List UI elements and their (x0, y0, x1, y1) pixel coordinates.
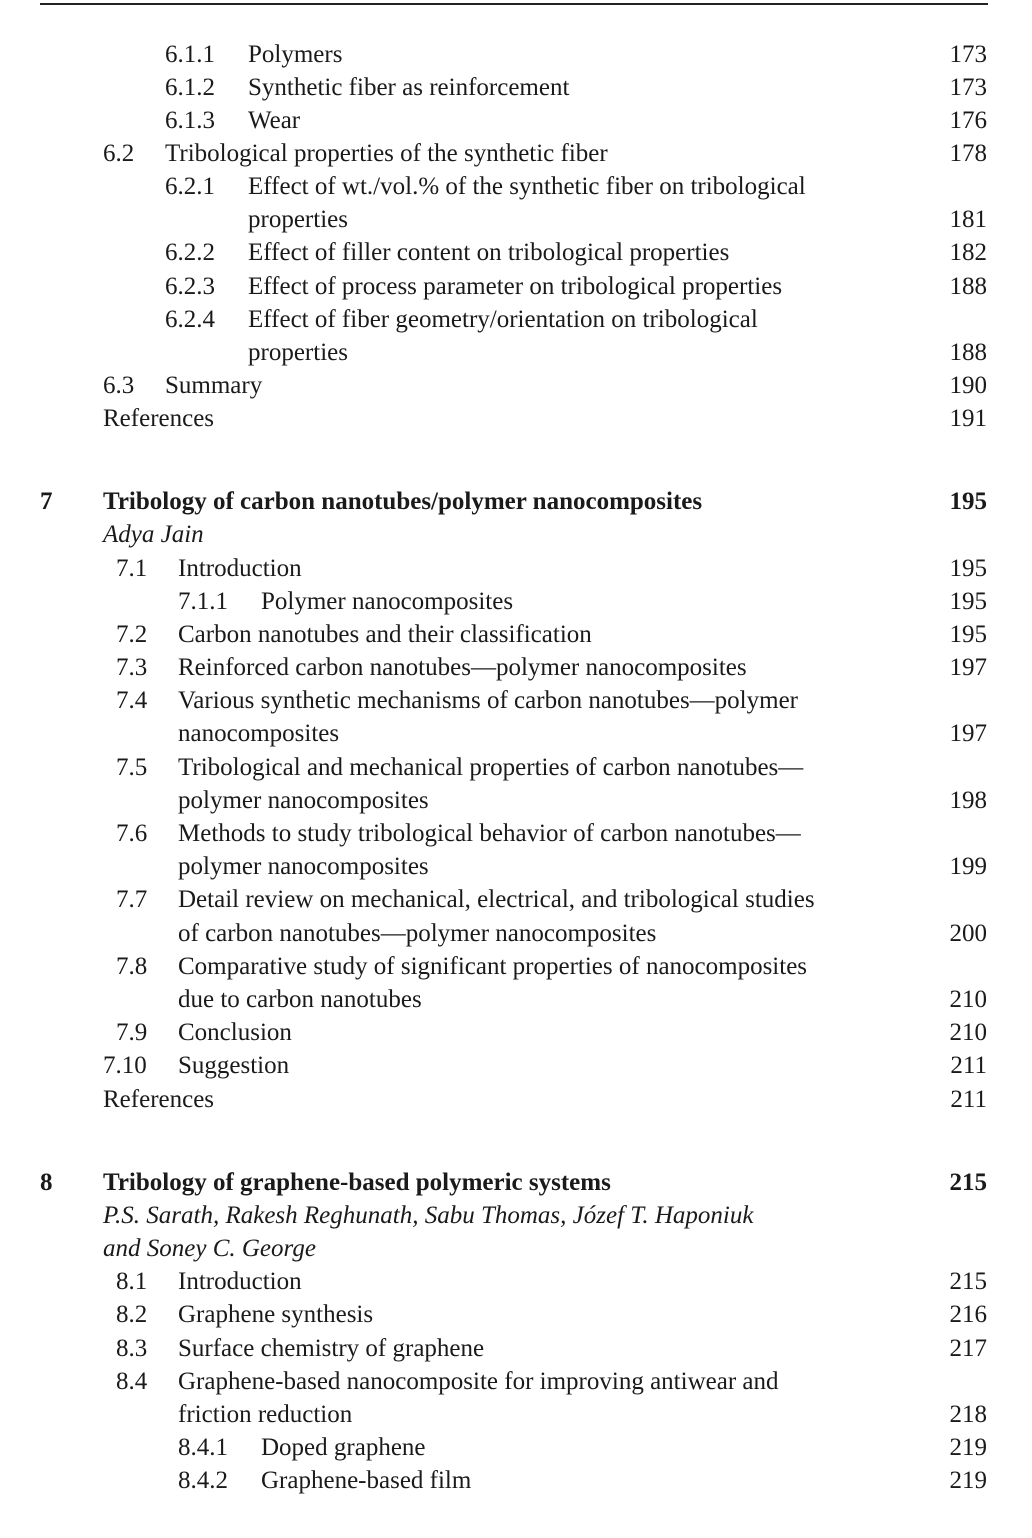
toc-entry-continuation (0, 336, 1032, 369)
page-number: 182 (949, 239, 987, 266)
section-title: Detail review on mechanical, electrical, and tribological studies (178, 886, 815, 913)
chapter-number: 7 (40, 488, 53, 515)
toc-entry (0, 1431, 1032, 1464)
toc-entry (0, 751, 1032, 784)
section-title: Reinforced carbon nanotubes—polymer nanocomposites (178, 654, 747, 681)
section-title: Tribological and mechanical properties of carbon nanotubes— (178, 754, 804, 781)
page-number: 217 (949, 1335, 987, 1362)
section-title: Methods to study tribological behavior of carbon nanotubes— (178, 820, 801, 847)
chapter-title: Tribology of carbon nanotubes/polymer nanocomposites (103, 488, 703, 515)
page-number: 210 (949, 986, 987, 1013)
section-title: Comparative study of significant properties of nanocomposites (178, 953, 808, 980)
toc-entry (0, 883, 1032, 916)
page-number: 188 (949, 339, 987, 366)
toc-entry (0, 618, 1032, 651)
section-number: 6.2.4 (165, 306, 215, 333)
toc-entry (0, 1265, 1032, 1298)
page-number: 211 (950, 1052, 987, 1079)
section-title: Introduction (178, 1268, 302, 1295)
section-title-continuation: properties (248, 339, 348, 366)
section-title-continuation: properties (248, 206, 348, 233)
chapter-page-number: 195 (949, 488, 987, 515)
chapter-number: 8 (40, 1169, 53, 1196)
toc-entry (0, 950, 1032, 983)
toc-entry-references (0, 402, 1032, 435)
section-number: 7.6 (116, 820, 148, 847)
section-number: 8.3 (116, 1335, 148, 1362)
toc-entry (0, 369, 1032, 402)
toc-entry (0, 170, 1032, 203)
toc-entry (0, 270, 1032, 303)
chapter-title: Tribology of graphene-based polymeric systems (103, 1169, 611, 1196)
section-title-continuation: of carbon nanotubes—polymer nanocomposites (178, 920, 657, 947)
section-number: 6.2.3 (165, 273, 215, 300)
toc-entry (0, 303, 1032, 336)
section-title: Graphene synthesis (178, 1301, 374, 1328)
section-title: Introduction (178, 555, 302, 582)
toc-entry-references (0, 1083, 1032, 1116)
page-number: 219 (949, 1434, 987, 1461)
section-title: Effect of process parameter on tribological properties (248, 273, 783, 300)
page-number: 210 (949, 1019, 987, 1046)
section-title: Polymers (248, 41, 343, 68)
toc-entry (0, 684, 1032, 717)
section-title-continuation: polymer nanocomposites (178, 853, 429, 880)
section-number: 6.1.2 (165, 74, 215, 101)
section-title: Synthetic fiber as reinforcement (248, 74, 570, 101)
section-title: Polymer nanocomposites (261, 588, 514, 615)
section-number: 8.4.1 (178, 1434, 228, 1461)
section-title: Wear (248, 107, 301, 134)
section-title: Effect of filler content on tribological properties (248, 239, 730, 266)
section-number: 8.4.2 (178, 1467, 228, 1494)
toc-entry (0, 104, 1032, 137)
section-title: Surface chemistry of graphene (178, 1335, 485, 1362)
toc-entry-continuation (0, 717, 1032, 750)
section-number: 6.1.1 (165, 41, 215, 68)
section-number: 6.2.2 (165, 239, 215, 266)
page-number: 218 (949, 1401, 987, 1428)
page-number: 191 (949, 405, 987, 432)
section-number: 7.1.1 (178, 588, 228, 615)
toc-entry (0, 236, 1032, 269)
page-number: 190 (949, 372, 987, 399)
page-number: 195 (949, 621, 987, 648)
page-number: 198 (949, 787, 987, 814)
section-number: 7.5 (116, 754, 148, 781)
section-number: 7.1 (116, 555, 148, 582)
page-number: 211 (950, 1086, 987, 1113)
section-title: Effect of fiber geometry/orientation on tribological (248, 306, 758, 333)
section-number: 7.10 (103, 1052, 147, 1079)
page-number: 173 (949, 74, 987, 101)
page-number: 219 (949, 1467, 987, 1494)
toc-entry (0, 1464, 1032, 1497)
chapter-authors (0, 1199, 1032, 1232)
page-number: 195 (949, 555, 987, 582)
page-number: 181 (949, 206, 987, 233)
section-title: Effect of wt./vol.% of the synthetic fiber on tribological (248, 173, 806, 200)
page-number: 195 (949, 588, 987, 615)
toc-entry (0, 1298, 1032, 1331)
page-number: 215 (949, 1268, 987, 1295)
toc-entry-continuation (0, 917, 1032, 950)
section-number: 8.4 (116, 1368, 148, 1395)
section-title: Carbon nanotubes and their classification (178, 621, 592, 648)
section-title: Summary (165, 372, 263, 399)
section-title: Graphene-based nanocomposite for improving antiwear and (178, 1368, 779, 1395)
toc-entry-continuation (0, 784, 1032, 817)
section-number: 7.8 (116, 953, 148, 980)
section-title: Graphene-based film (261, 1467, 472, 1494)
chapter-page-number: 215 (949, 1169, 987, 1196)
references-title: References (103, 405, 215, 432)
section-number: 7.4 (116, 687, 148, 714)
section-number: 6.1.3 (165, 107, 215, 134)
toc-entry-continuation (0, 203, 1032, 236)
toc-entry (0, 585, 1032, 618)
section-title-continuation: polymer nanocomposites (178, 787, 429, 814)
section-number: 7.7 (116, 886, 148, 913)
section-number: 8.1 (116, 1268, 148, 1295)
section-number: 6.2 (103, 140, 135, 167)
section-title-continuation: due to carbon nanotubes (178, 986, 422, 1013)
author-names: Adya Jain (103, 521, 204, 548)
references-title: References (103, 1086, 215, 1113)
toc-entry (0, 552, 1032, 585)
section-number: 6.2.1 (165, 173, 215, 200)
toc-entry-continuation (0, 1398, 1032, 1431)
section-title-continuation: nanocomposites (178, 720, 340, 747)
section-number: 7.2 (116, 621, 148, 648)
chapter-heading (0, 485, 1032, 518)
page-number: 188 (949, 273, 987, 300)
section-title: Conclusion (178, 1019, 292, 1046)
page-number: 199 (949, 853, 987, 880)
section-number: 8.2 (116, 1301, 148, 1328)
section-title: Various synthetic mechanisms of carbon nanotubes—polymer (178, 687, 798, 714)
page-number: 197 (949, 720, 987, 747)
section-number: 6.3 (103, 372, 135, 399)
page-number: 176 (949, 107, 987, 134)
toc-entry (0, 38, 1032, 71)
toc-entry (0, 817, 1032, 850)
chapter-authors (0, 518, 1032, 551)
page-number: 216 (949, 1301, 987, 1328)
toc-entry-continuation (0, 983, 1032, 1016)
section-title-continuation: friction reduction (178, 1401, 353, 1428)
toc-entry (0, 651, 1032, 684)
toc-entry (0, 71, 1032, 104)
page-number: 178 (949, 140, 987, 167)
toc-entry (0, 1365, 1032, 1398)
toc-entry (0, 1332, 1032, 1365)
section-title: Suggestion (178, 1052, 290, 1079)
toc-entry-continuation (0, 850, 1032, 883)
page-number: 173 (949, 41, 987, 68)
section-title: Tribological properties of the synthetic fiber (165, 140, 608, 167)
chapter-heading (0, 1166, 1032, 1199)
author-names: P.S. Sarath, Rakesh Reghunath, Sabu Thomas, Józef T. Haponiuk (103, 1202, 754, 1229)
section-title: Doped graphene (261, 1434, 426, 1461)
chapter-authors-continuation (0, 1232, 1032, 1265)
section-number: 7.9 (116, 1019, 148, 1046)
section-number: 7.3 (116, 654, 148, 681)
page-number: 200 (949, 920, 987, 947)
toc-entry (0, 137, 1032, 170)
author-names-continuation: and Soney C. George (103, 1235, 316, 1262)
page-number: 197 (949, 654, 987, 681)
toc-entry (0, 1016, 1032, 1049)
toc-entry (0, 1049, 1032, 1082)
